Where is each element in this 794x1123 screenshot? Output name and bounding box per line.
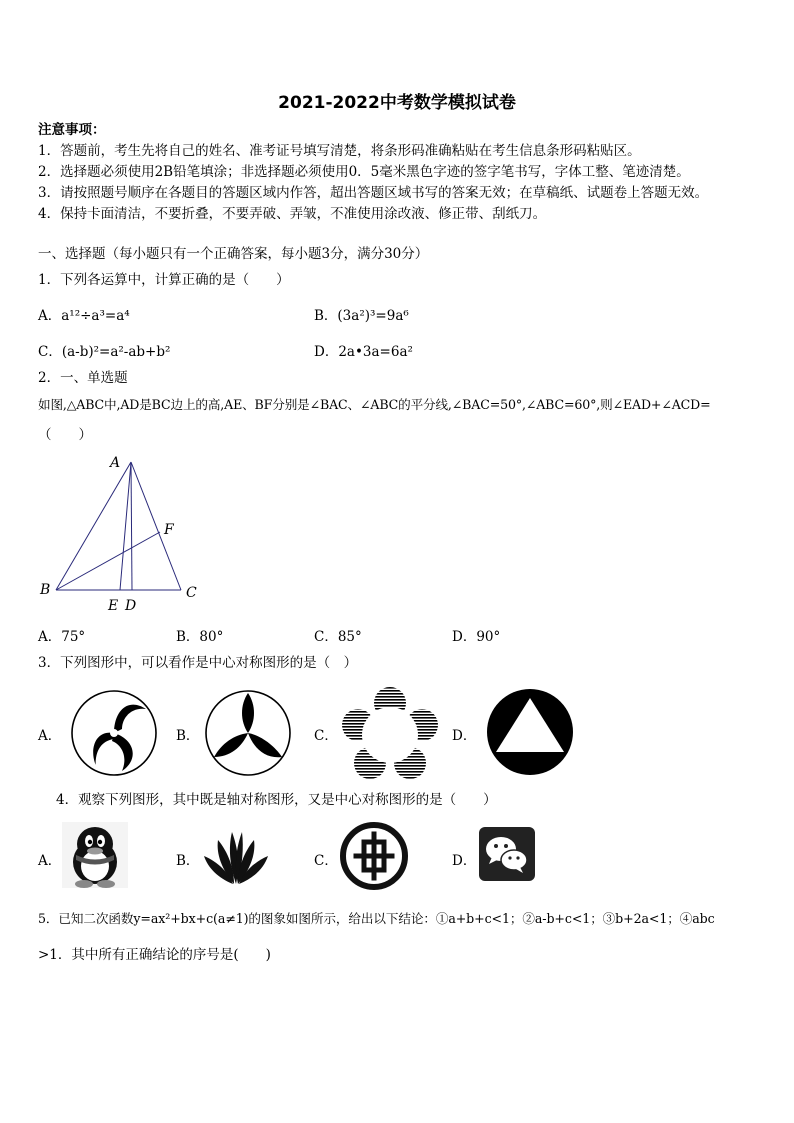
q1-option-d[interactable]: D．2a•3a=6a² [314, 344, 413, 360]
q2-stem: 2．一、单选题 [38, 370, 128, 386]
notice-item-2: 2．选择题必须使用2B铅笔填涂；非选择题必须使用0．5毫米黑色字迹的签字笔书写，字体工整、笔迹清楚。 [38, 164, 690, 180]
q3-stem: 3．下列图形中，可以看作是中心对称图形的是（ ） [38, 655, 358, 671]
bisector-bf [56, 532, 160, 590]
notice-heading: 注意事项： [38, 122, 106, 138]
q5-line1: 5．已知二次函数y=ax²+bx+c(a≠1)的图象如图所示，给出以下结论：①a+b+c<1；②a-b+c<1；③b+2a<1；④abc [38, 911, 715, 926]
label-b: B [40, 582, 51, 598]
q5-line2: >1．其中所有正确结论的序号是( ) [38, 947, 271, 963]
q3-option-a[interactable]: A． [38, 728, 62, 744]
section-heading: 一、选择题（每小题只有一个正确答案，每小题3分，满分30分） [38, 246, 429, 262]
q4-figure-d-wechat-icon[interactable] [478, 826, 536, 882]
q4-figure-a-penguin-icon[interactable] [62, 822, 128, 888]
altitude-ad [131, 462, 132, 590]
q2-option-c[interactable]: C．85° [314, 629, 362, 645]
q4-option-d[interactable]: D． [452, 853, 477, 869]
label-c: C [186, 585, 197, 601]
q4-figure-b-huawei-icon[interactable] [200, 826, 272, 886]
notice-item-3: 3．请按照题号顺序在各题目的答题区域内作答，超出答题区域书写的答案无效；在草稿纸、试题卷上答题无效。 [38, 185, 709, 201]
q3-option-d[interactable]: D． [452, 728, 477, 744]
triangle-figure [36, 450, 206, 615]
label-f: F [164, 522, 174, 538]
q3-figure-a-icon[interactable] [70, 689, 158, 777]
q2-line2: （ ） [38, 427, 92, 443]
q3-option-c[interactable]: C． [314, 728, 338, 744]
q4-stem: 4．观察下列图形，其中既是轴对称图形，又是中心对称图形的是（ ） [56, 792, 497, 808]
q4-option-c[interactable]: C． [314, 853, 338, 869]
q4-option-a[interactable]: A． [38, 853, 62, 869]
q3-option-b[interactable]: B． [176, 728, 200, 744]
notice-item-1: 1．答题前，考生先将自己的姓名、准考证号填写清楚，将条形码准确粘贴在考生信息条形码粘贴区。 [38, 143, 641, 159]
label-e: E [108, 598, 119, 614]
q3-figure-d-icon[interactable] [486, 688, 574, 776]
q4-figure-c-icbc-icon[interactable] [340, 822, 408, 890]
q2-option-b[interactable]: B．80° [176, 629, 224, 645]
q3-figure-b-icon[interactable] [204, 689, 292, 777]
label-d: D [125, 598, 137, 614]
q2-option-a[interactable]: A．75° [38, 629, 86, 645]
q1-stem: 1．下列各运算中，计算正确的是（ ） [38, 272, 290, 288]
label-a: A [110, 455, 121, 471]
q2-line1: 如图,△ABC中,AD是BC边上的高,AE、BF分别是∠BAC、∠ABC的平分线,∠BAC=50°,∠ABC=60°,则∠EAD+∠ACD= [38, 397, 711, 412]
notice-item-4: 4．保持卡面清洁，不要折叠，不要弄破、弄皱，不准使用涂改液、修正带、刮纸刀。 [38, 206, 547, 222]
page-title: 2021-2022中考数学模拟试卷 [278, 93, 516, 113]
q3-figure-c-icon[interactable] [342, 687, 438, 779]
q2-option-d[interactable]: D．90° [452, 629, 501, 645]
q1-option-a[interactable]: A．a¹²÷a³=a⁴ [38, 308, 130, 324]
q1-option-b[interactable]: B．(3a²)³=9a⁶ [314, 308, 409, 324]
bisector-ae [120, 462, 131, 590]
q1-option-c[interactable]: C．(a-b)²=a²-ab+b² [38, 344, 171, 360]
q4-option-b[interactable]: B． [176, 853, 200, 869]
side-ab [56, 462, 131, 590]
